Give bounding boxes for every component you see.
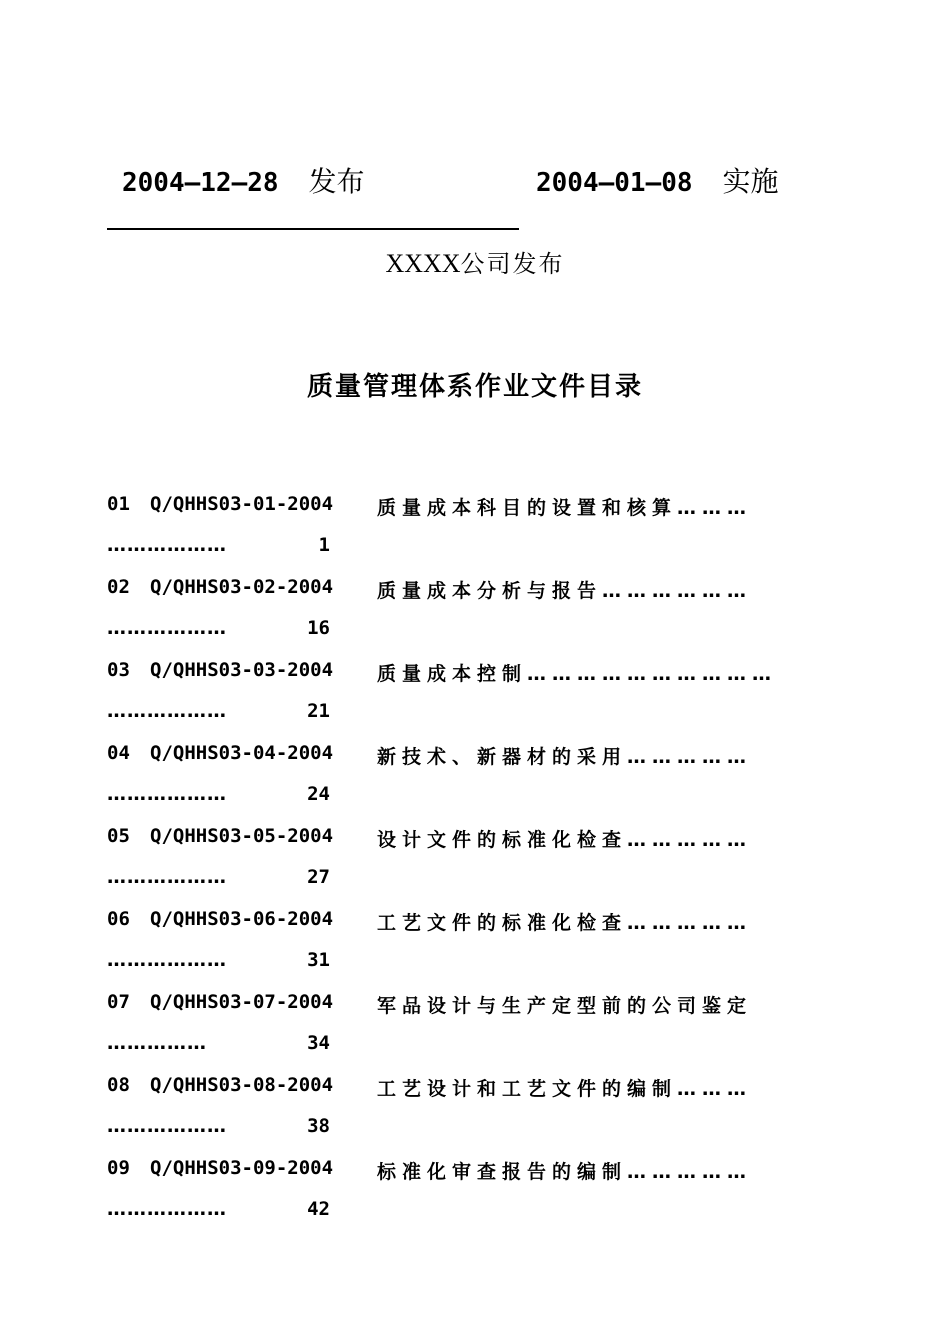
toc-entry[interactable]: [0, 1074, 950, 1157]
toc-leader-dots: ………………: [107, 1198, 227, 1220]
date-line: [0, 160, 950, 196]
implement-date-block: [536, 160, 779, 200]
toc-entry[interactable]: [0, 1157, 950, 1240]
toc-number: 08: [107, 1074, 130, 1096]
toc-entry[interactable]: [0, 576, 950, 659]
toc-page-number: 21: [307, 700, 330, 722]
toc-title: 设计文件的标准化检查……………: [377, 829, 753, 851]
document-title: 质量管理体系作业文件目录: [306, 372, 643, 402]
toc-title: 质量成本分析与报告………………: [377, 580, 753, 602]
horizontal-rule: [107, 228, 519, 230]
toc-page-number: 1: [318, 534, 330, 556]
toc-code: Q/QHHS03-06-2004: [150, 908, 334, 930]
toc-code: Q/QHHS03-08-2004: [150, 1074, 334, 1096]
toc-number: 04: [107, 742, 130, 764]
toc-page-number: 31: [307, 949, 330, 971]
toc-leader-dots: ………………: [107, 534, 227, 556]
toc-number: 03: [107, 659, 130, 681]
toc-entry[interactable]: [0, 991, 950, 1074]
toc-title: 工艺文件的标准化检查……………: [377, 912, 753, 934]
toc-entry[interactable]: [0, 493, 950, 576]
toc-page-number: 34: [307, 1032, 330, 1054]
toc-entry[interactable]: [0, 825, 950, 908]
toc-leader-dots: ……………: [107, 1032, 207, 1054]
toc-page-number: 42: [307, 1198, 330, 1220]
toc-entry[interactable]: [0, 742, 950, 825]
toc-title: 军品设计与生产定型前的公司鉴定: [377, 995, 753, 1017]
publish-date: 2004—12—28: [122, 168, 279, 198]
toc-leader-dots: ………………: [107, 700, 227, 722]
issuer-suffix: 公司发布: [460, 250, 565, 278]
toc-code: Q/QHHS03-04-2004: [150, 742, 334, 764]
company-name: XXXX: [385, 249, 461, 278]
toc-number: 05: [107, 825, 130, 847]
toc-leader-dots: ………………: [107, 783, 227, 805]
toc-title: 质量成本控制…………………………: [377, 663, 778, 685]
toc-title: 标准化审查报告的编制……………: [377, 1161, 753, 1183]
toc-title: 新技术、新器材的采用……………: [377, 746, 753, 768]
toc-code: Q/QHHS03-02-2004: [150, 576, 334, 598]
toc-leader-dots: ………………: [107, 949, 227, 971]
toc-code: Q/QHHS03-07-2004: [150, 991, 334, 1013]
toc-entry[interactable]: [0, 908, 950, 991]
toc-number: 09: [107, 1157, 130, 1179]
implement-label: 实施: [722, 165, 779, 198]
toc-code: Q/QHHS03-05-2004: [150, 825, 334, 847]
toc-leader-dots: ………………: [107, 866, 227, 888]
toc-code: Q/QHHS03-09-2004: [150, 1157, 334, 1179]
toc-leader-dots: ………………: [107, 617, 227, 639]
publish-date-block: [122, 160, 365, 200]
toc-entry[interactable]: [0, 659, 950, 742]
publish-label: 发布: [308, 165, 365, 198]
implement-date: 2004—01—08: [536, 168, 693, 198]
toc-title: 工艺设计和工艺文件的编制………: [377, 1078, 753, 1100]
toc-number: 02: [107, 576, 130, 598]
issuer-line: [0, 244, 950, 279]
toc-page-number: 38: [307, 1115, 330, 1137]
toc-number: 07: [107, 991, 130, 1013]
toc-code: Q/QHHS03-03-2004: [150, 659, 334, 681]
toc-page-number: 24: [307, 783, 330, 805]
toc-code: Q/QHHS03-01-2004: [150, 493, 334, 515]
toc-title: 质量成本科目的设置和核算………: [377, 497, 753, 519]
table-of-contents: [0, 493, 950, 1240]
toc-page-number: 16: [307, 617, 330, 639]
toc-number: 06: [107, 908, 130, 930]
toc-leader-dots: ………………: [107, 1115, 227, 1137]
toc-page-number: 27: [307, 866, 330, 888]
toc-number: 01: [107, 493, 130, 515]
